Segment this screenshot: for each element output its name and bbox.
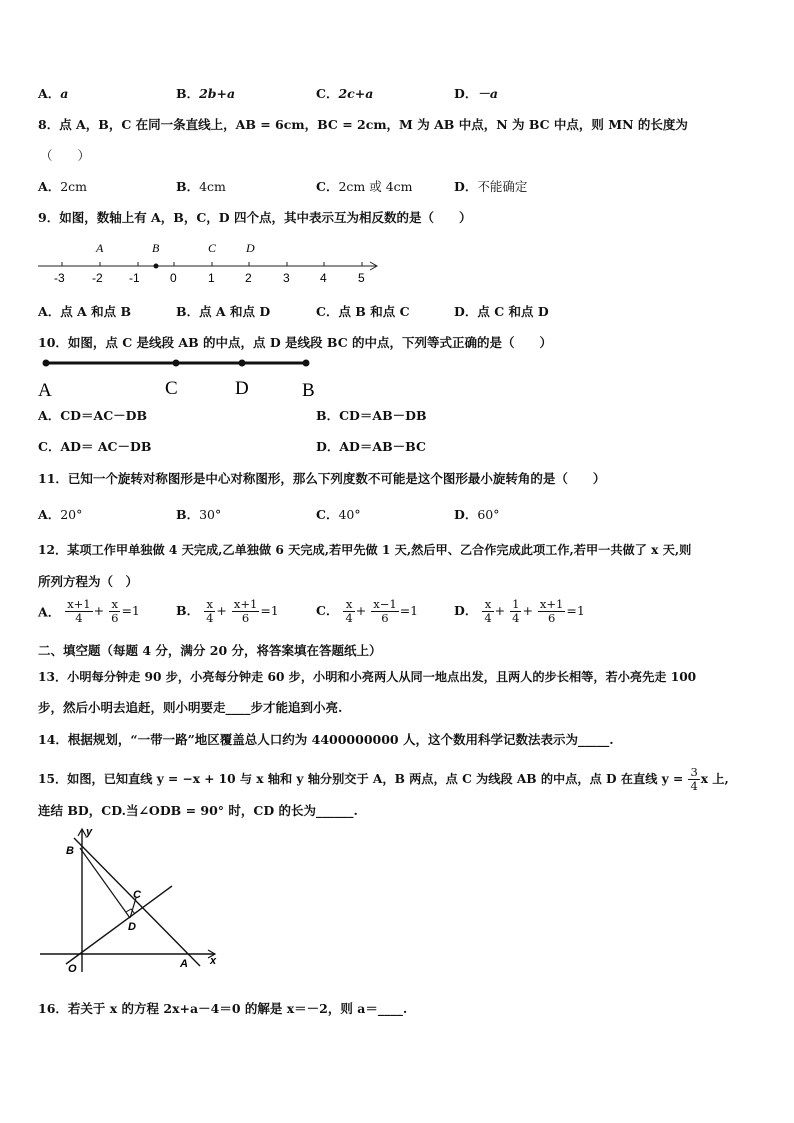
q11-option-a[interactable]: A．20° xyxy=(38,507,83,522)
fraction: $\frac{x+1}{6}$ xyxy=(233,597,258,625)
q9-stem: 9．如图，数轴上有 A，B，C，D 四个点，其中表示互为相反数的是（ ） xyxy=(38,210,472,225)
q7-option-c[interactable]: C．2c+a xyxy=(316,86,374,101)
number-line-figure xyxy=(30,236,390,288)
q12-stem-cont: 所列方程为（ ） xyxy=(38,574,139,589)
q10-option-a[interactable]: A．CD＝AC－DB xyxy=(38,408,148,423)
label-c: C xyxy=(133,889,141,901)
segment-figure xyxy=(36,354,336,400)
label-a: A xyxy=(180,958,188,970)
q15-line2: 连结 BD，CD.当∠ODB = 90° 时，CD 的长为______. xyxy=(38,803,358,818)
q10-option-b[interactable]: B．CD＝AB－DB xyxy=(316,408,427,423)
segment-bd xyxy=(80,848,130,918)
right-angle-mark xyxy=(126,909,135,914)
tick-label: 4 xyxy=(320,271,327,285)
q9-option-c[interactable]: C．点 B 和点 C xyxy=(316,304,410,319)
segment-label-b: B xyxy=(302,380,315,400)
fraction: $\frac{x+1}{6}$ xyxy=(539,597,564,625)
tick-label: -2 xyxy=(92,271,103,285)
q11-option-d[interactable]: D．60° xyxy=(454,507,500,522)
q11-option-c[interactable]: C．40° xyxy=(316,507,361,522)
q10-option-d[interactable]: D．AD＝AB－BC xyxy=(316,439,426,454)
fraction: $\frac{3}{4}$ xyxy=(690,765,698,793)
fraction: $\frac{x}{4}$ xyxy=(484,597,492,625)
q14-line1: 14．根据规划，“一带一路”地区覆盖总人口约为 4400000000 人，这个数用科学记数法表示为_____. xyxy=(38,732,614,747)
q15-line1: 15．如图，已知直线 y = −x + 10 与 x 轴和 y 轴分别交于 A，B 两点，点 C 为线段 AB 的中点，点 D 在直线 y = $\frac{3}{4}$ x 上, xyxy=(38,765,729,793)
q10-option-c[interactable]: C．AD＝ AC－DB xyxy=(38,439,152,454)
tick-label: -3 xyxy=(54,271,65,285)
number-line-label-b: B xyxy=(152,241,160,255)
segment-point-b xyxy=(303,360,310,367)
q9-option-d[interactable]: D．点 C 和点 D xyxy=(454,304,549,319)
number-line-label-a: A xyxy=(96,241,104,255)
section-heading: 二、填空题（每题 4 分，满分 20 分，将答案填在答题纸上） xyxy=(38,643,382,658)
q9-option-b[interactable]: B．点 A 和点 D xyxy=(176,304,271,319)
tick-label: 5 xyxy=(358,271,365,285)
label-y: y xyxy=(86,826,93,838)
q10-stem: 10．如图，点 C 是线段 AB 的中点，点 D 是线段 BC 的中点，下列等式正确的是（ ） xyxy=(38,335,553,350)
fraction: $\frac{x-1}{6}$ xyxy=(373,597,397,625)
number-line-label-d: D xyxy=(246,241,255,255)
label-b: B xyxy=(66,845,74,857)
number-line-point-b xyxy=(154,264,159,269)
q8-option-a[interactable]: A．2cm xyxy=(38,179,88,194)
segment-label-d: D xyxy=(235,378,249,399)
line-ab xyxy=(74,838,200,966)
q12-option-a[interactable]: A． $\frac{x+1}{4}$ + $\frac{x}{6}$ =1 xyxy=(38,597,140,625)
tick-label: 2 xyxy=(245,271,252,285)
fraction: $\frac{x+1}{4}$ xyxy=(67,597,91,625)
q16-line1: 16．若关于 x 的方程 2x+a－4＝0 的解是 x＝－2，则 a＝____. xyxy=(38,1001,408,1016)
tick-label: -1 xyxy=(129,271,140,285)
segment-point-c xyxy=(173,360,180,367)
label-x: x xyxy=(210,955,217,967)
fraction: $\frac{1}{4}$ xyxy=(512,597,520,625)
number-line-ticks xyxy=(62,262,362,266)
q9-option-a[interactable]: A．点 A 和点 B xyxy=(38,304,132,319)
fraction: $\frac{x}{4}$ xyxy=(206,597,214,625)
segment-point-d xyxy=(239,360,246,367)
q7-option-d[interactable]: D．－a xyxy=(454,86,498,101)
q13-line1: 13．小明每分钟走 90 步，小亮每分钟走 60 步，小明和小亮两人从同一地点出发，且两人的步长相等，若小亮先走 100 xyxy=(38,670,697,684)
q11-stem: 11．已知一个旋转对称图形是中心对称图形，那么下列度数不可能是这个图形最小旋转角的是（ ） xyxy=(38,471,606,486)
label-d: D xyxy=(128,921,136,933)
q11-option-b[interactable]: B．30° xyxy=(176,507,222,522)
segment-label-c: C xyxy=(165,378,178,399)
q8-option-c[interactable]: C．2cm 或 4cm xyxy=(316,179,413,194)
q12-option-c[interactable]: C． $\frac{x}{4}$ + $\frac{x-1}{6}$ =1 xyxy=(316,597,419,625)
q8-stem: 8．点 A，B，C 在同一条直线上，AB = 6cm，BC = 2cm，M 为 AB 中点，N 为 BC 中点，则 MN 的长度为 xyxy=(38,117,688,132)
fraction: $\frac{x}{6}$ xyxy=(111,597,119,625)
tick-label: 0 xyxy=(170,271,177,285)
q12-stem: 12．某项工作甲单独做 4 天完成,乙单独做 6 天完成,若甲先做 1 天,然后甲、乙合作完成此项工作,若甲一共做了 x 天,则 xyxy=(38,543,692,557)
q7-option-a[interactable]: A．a xyxy=(38,86,69,101)
segment-label-a: A xyxy=(38,380,52,400)
segment-point-a xyxy=(43,360,50,367)
number-line-label-c: C xyxy=(208,241,217,255)
tick-label: 1 xyxy=(208,271,215,285)
q8-blank: （ ） xyxy=(40,148,91,163)
q8-option-b[interactable]: B．4cm xyxy=(176,179,226,194)
label-o: O xyxy=(68,963,77,975)
tick-label: 3 xyxy=(283,271,290,285)
fraction: $\frac{x}{4}$ xyxy=(345,597,353,625)
q12-option-d[interactable]: D． $\frac{x}{4}$ + $\frac{1}{4}$ + $\frac{x+1}{6}$ =1 xyxy=(454,597,585,625)
q8-option-d[interactable]: D．不能确定 xyxy=(454,179,528,194)
q7-option-b[interactable]: B．2b+a xyxy=(176,86,236,101)
coordinate-figure xyxy=(36,826,226,976)
q12-option-b[interactable]: B． $\frac{x}{4}$ + $\frac{x+1}{6}$ =1 xyxy=(176,597,279,625)
q13-line2: 步，然后小明去追赶，则小明要走____步才能追到小亮. xyxy=(38,700,343,715)
